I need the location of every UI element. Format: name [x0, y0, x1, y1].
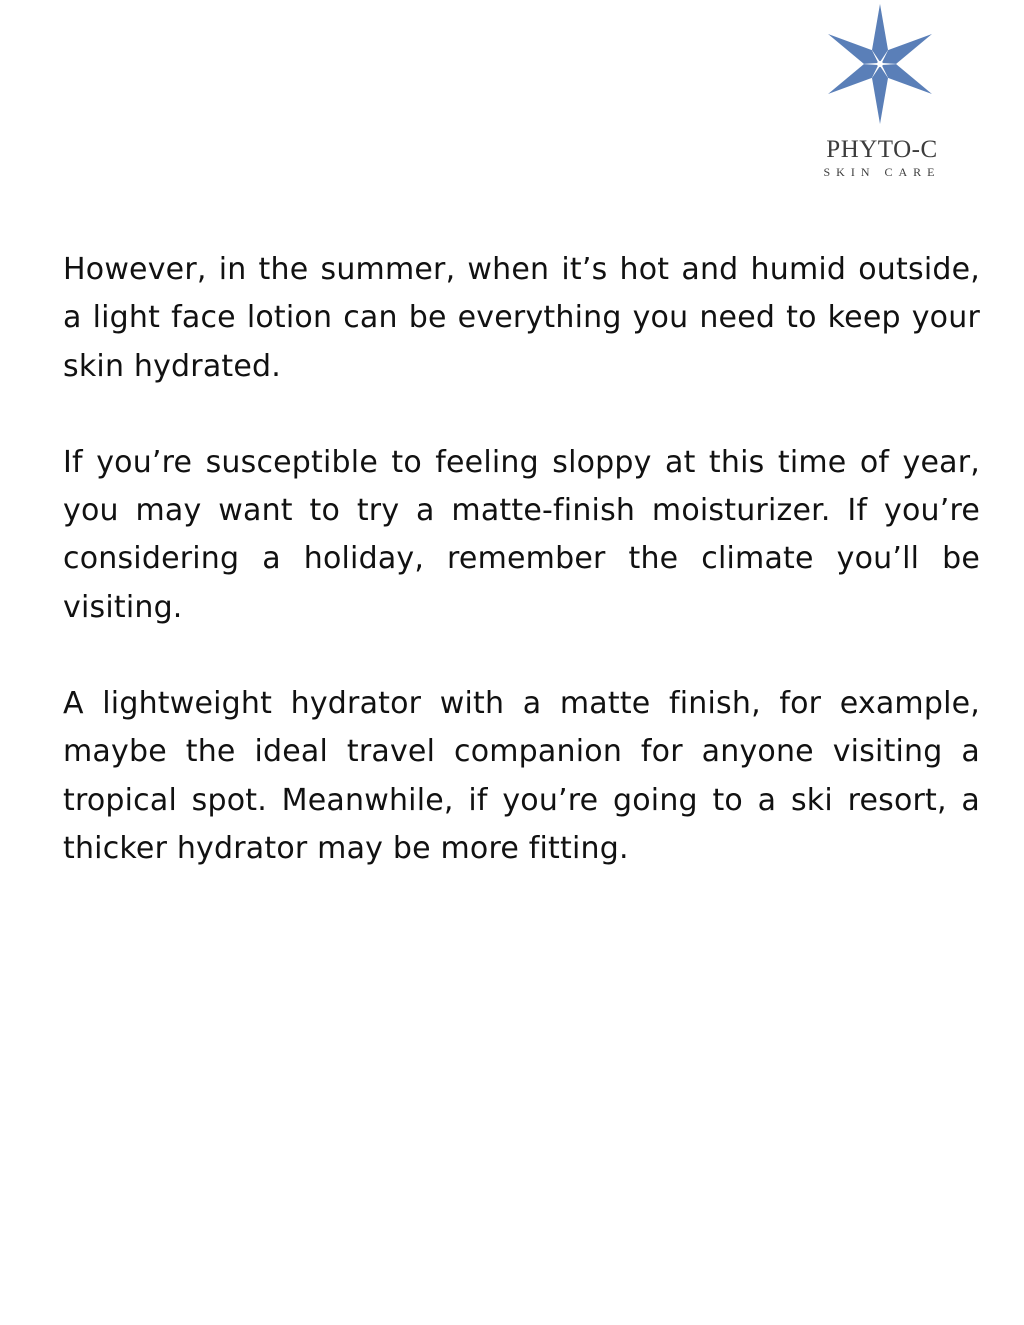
brand-tagline: SKIN CARE: [823, 165, 941, 179]
brand-name: PHYTO-C: [826, 136, 938, 163]
article-body: [63, 246, 980, 921]
paragraph-matte-moisturizer: If you’re susceptible to feeling sloppy at this time of year, you may want to try a matte-finish moisturizer. If you’re considering a holiday, remember the climate you’ll be visiting.: [63, 444, 980, 625]
paragraph-summer-lotion: However, in the summer, when it’s hot and humid outside, a light face lotion can be everything you need to keep your skin hydrated.: [63, 252, 980, 384]
brand-logo: [812, 0, 952, 190]
paragraph-travel-hydrator: A lightweight hydrator with a matte finish, for example, maybe the ideal travel companion for anyone visiting a tropical spot. Meanwhile, if you’re going to a ski resort, a thicker hydrator may be more fitting.: [63, 686, 980, 866]
six-point-star-icon: [818, 2, 942, 126]
